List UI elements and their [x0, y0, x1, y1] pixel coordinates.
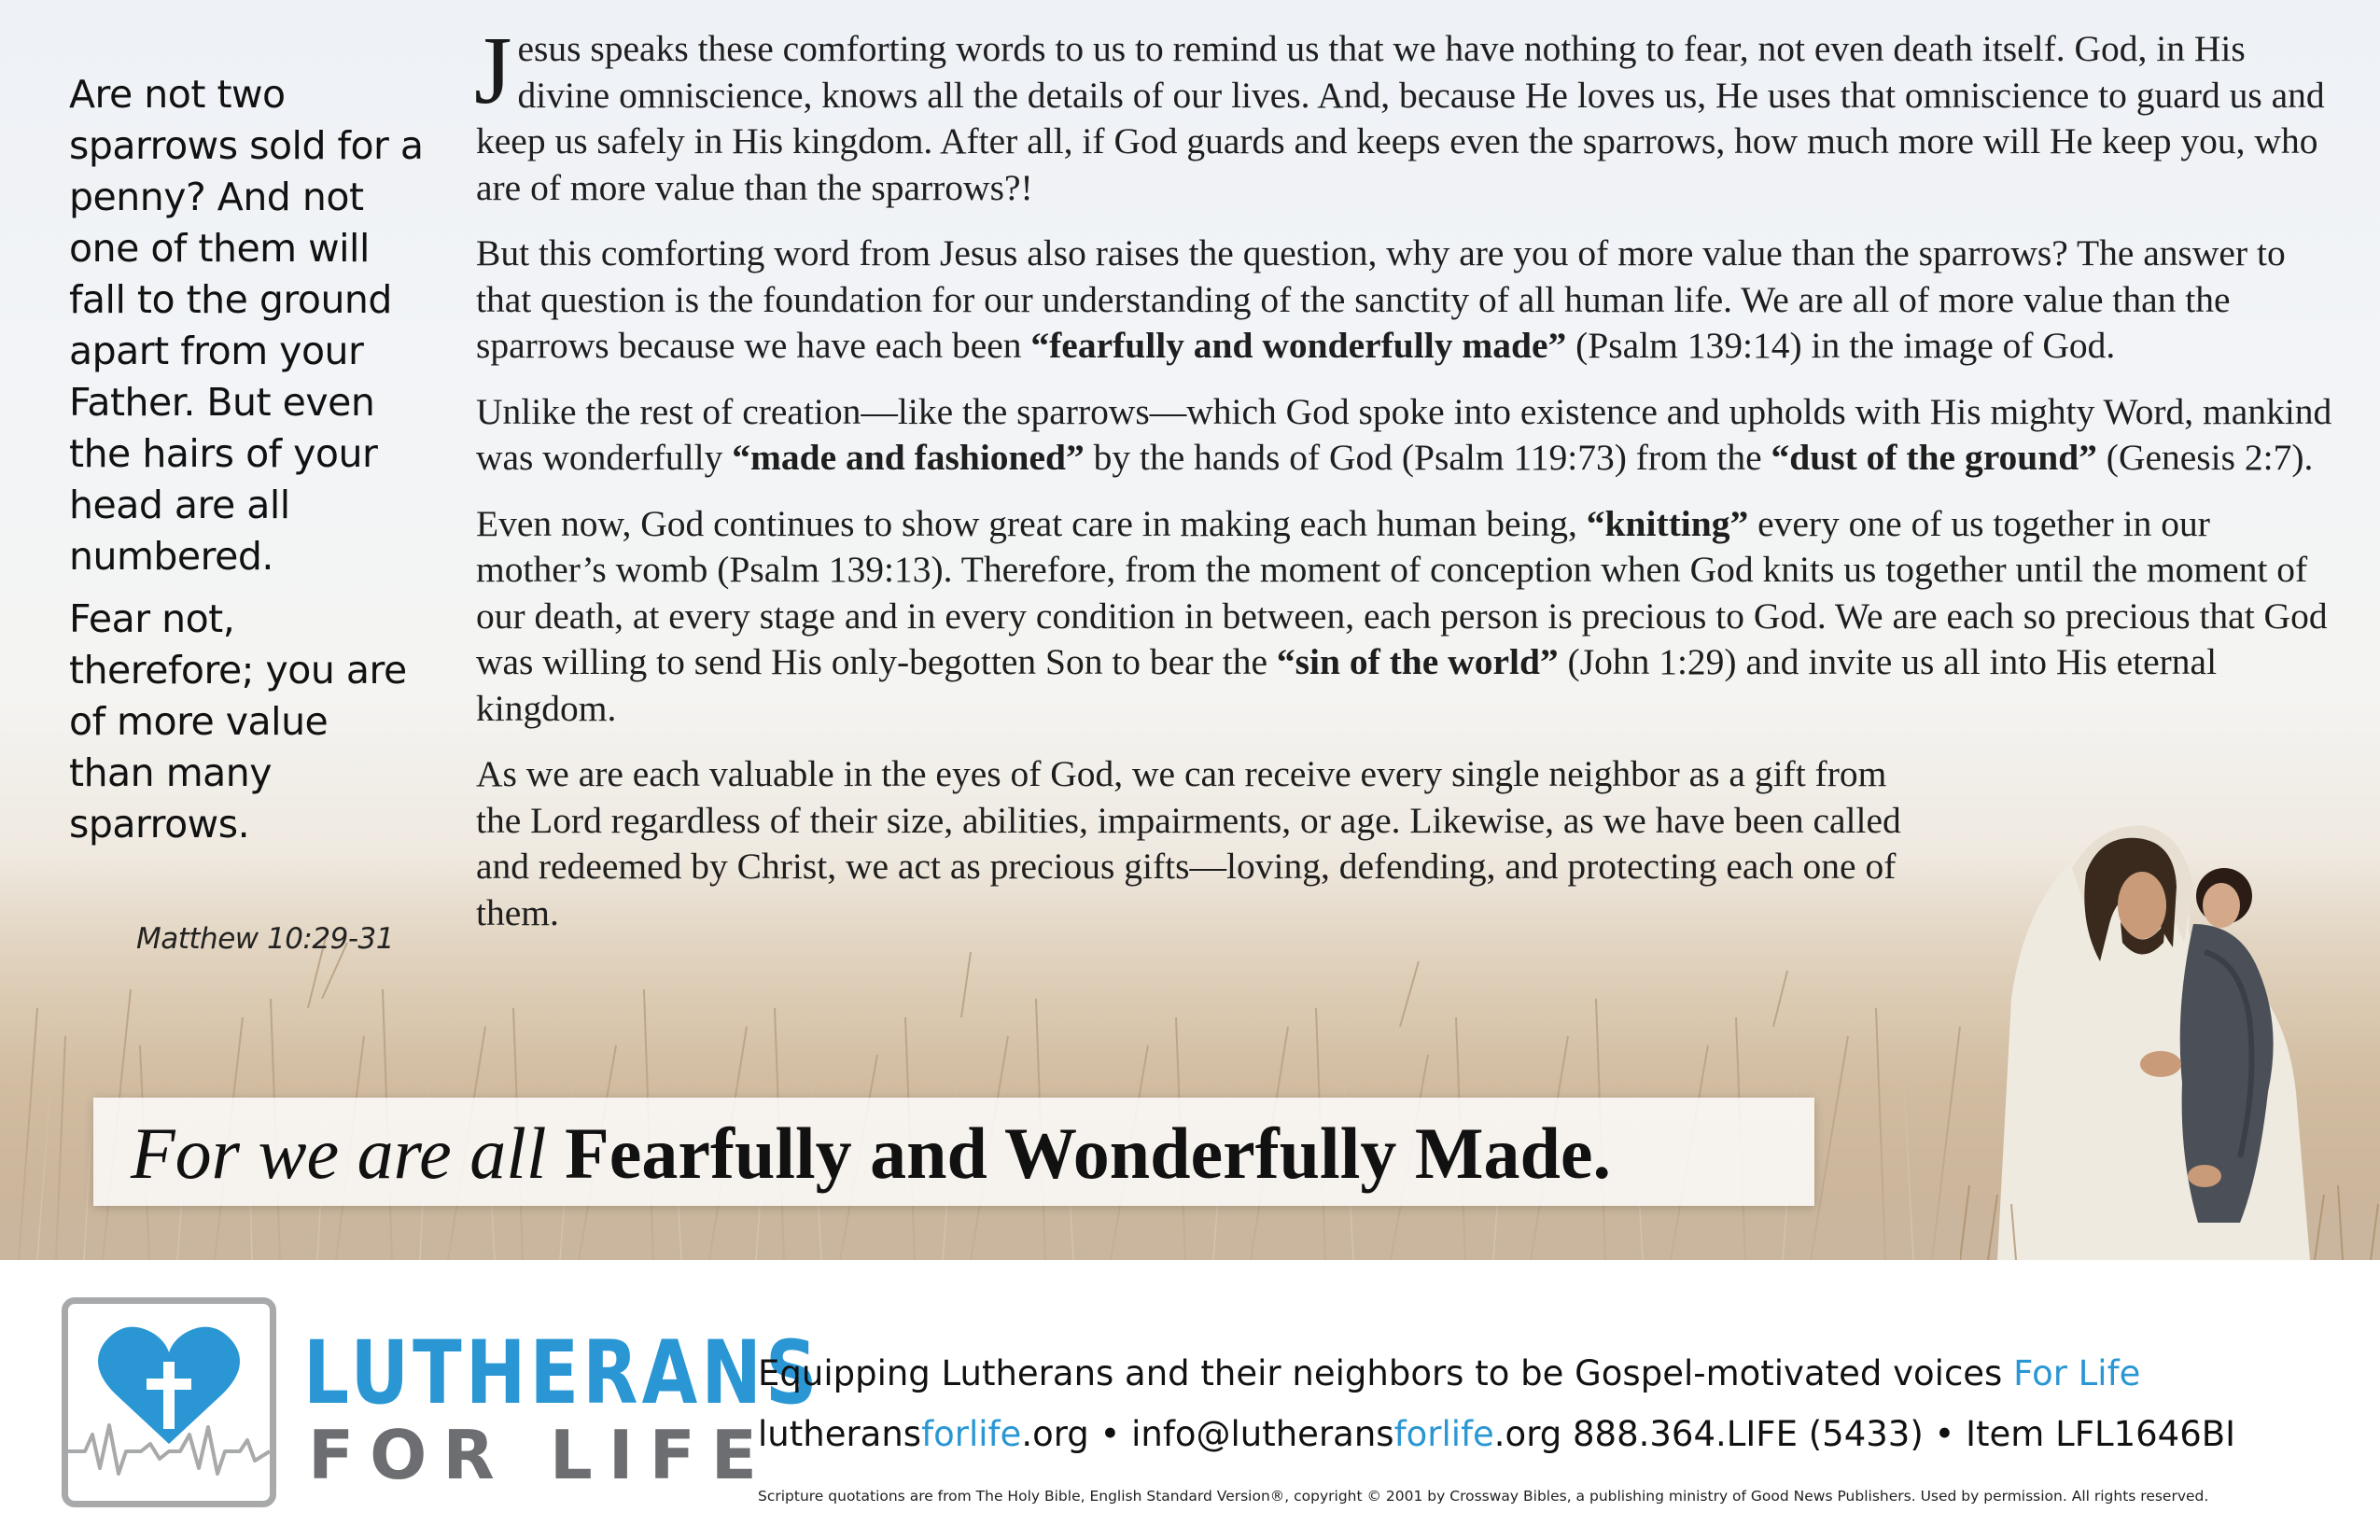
article-paragraph-4 — [476, 501, 2338, 733]
email-link-part2[interactable]: forlife — [1393, 1414, 1494, 1454]
phone-and-item: .org 888.364.LIFE (5433) • Item LFL1646BI — [1493, 1414, 2236, 1454]
paragraph-4-text-e: (John 1:29) and invite us all into His eternal kingdom. — [476, 641, 2218, 729]
drop-cap: J — [474, 17, 512, 124]
scripture-paragraph-1: Are not two sparrows sold for a penny? And not one of them will fall to the ground apart from your Father. But even the hairs of your head are all numbered. — [69, 72, 424, 579]
paragraph-4-text-a: Even now, God continues to show great care in making each human being, — [476, 502, 1587, 544]
email-link-part1[interactable]: .org • info@lutherans — [1021, 1414, 1394, 1454]
footer — [0, 1260, 2380, 1540]
jesus-holding-child-photo — [1960, 784, 2380, 1260]
logo-wordmark-lutherans: LUTHERANS — [303, 1323, 821, 1424]
contact-line — [758, 1414, 2235, 1455]
article-paragraph-3 — [476, 389, 2338, 482]
jesus-child-illustration — [1960, 784, 2380, 1260]
quote-dust-of-ground: “dust of the ground” — [1771, 437, 2097, 478]
quote-sin-of-world: “sin of the world” — [1276, 641, 1559, 682]
website-link-part1[interactable]: lutherans — [758, 1414, 922, 1454]
scripture-quote — [69, 69, 424, 850]
headline-text — [131, 1114, 1611, 1193]
quote-knitting: “knitting” — [1586, 502, 1749, 544]
headline-banner — [93, 1098, 1814, 1206]
paragraph-3-text-c: by the hands of God (Psalm 119:73) from the — [1084, 437, 1771, 478]
scripture-reference: Matthew 10:29-31 — [136, 922, 394, 956]
heart-cross-icon — [68, 1304, 270, 1501]
tagline-text: Equipping Lutherans and their neighbors to be Gospel-motivated voices — [758, 1353, 2014, 1393]
tagline-for-life: For Life — [2013, 1353, 2141, 1393]
headline-italic: For we are all — [131, 1113, 566, 1194]
paragraph-3-text-e: (Genesis 2:7). — [2096, 437, 2314, 478]
logo-wordmark-for-life: FOR LIFE — [308, 1416, 773, 1494]
article-paragraph-1 — [474, 17, 2338, 211]
quote-fearfully-made: “fearfully and wonderfully made” — [1030, 325, 1567, 366]
copyright-notice: Scripture quotations are from The Holy Bible, English Standard Version®, copyright © 2001 by Crossway Bibles, a publishing ministry of Good News Publishers. Used by permission. All rights reserved. — [758, 1488, 2209, 1505]
article-paragraph-2 — [476, 231, 2338, 370]
paragraph-2-text-a: But this comforting word from Jesus also raises the question, why are you of more value than the sparrows? The answer to that question is the foundation for our understanding of the sanctity of all human life. We are all of more value than the sparrows because we have each been — [476, 232, 2286, 366]
paragraph-3-text-a: Unlike the rest of creation—like the sparrows—which God spoke into existence and upholds with His mighty Word, mankind was wonderfully — [476, 390, 2332, 478]
headline-bold: Fearfully and Wonderfully Made. — [565, 1113, 1612, 1194]
tagline — [758, 1353, 2140, 1394]
logo-mark — [62, 1297, 276, 1507]
article-paragraph-5: As we are each valuable in the eyes of God, we can receive every single neighbor as a gift from the Lord regardless of their size, abilities, impairments, or age. Likewise, as we have been called and redeemed by Christ, we act as precious gifts—loving, defending, and protecting each one of them. — [476, 753, 1901, 933]
paragraph-2-text-c: (Psalm 139:14) in the image of God. — [1566, 325, 2116, 366]
quote-made-fashioned: “made and fashioned” — [732, 437, 1085, 478]
scripture-paragraph-2: Fear not, therefore; you are of more value than many sparrows. — [69, 596, 407, 847]
paragraph-1-text: esus speaks these comforting words to us to remind us that we have nothing to fear, not even death itself. God, in His divine omniscience, knows all the details of our lives. And, because He loves us, He uses that omniscience to guard us and keep us safely in His kingdom. After all, if God guards and keeps even the sparrows, how much more will He keep you, who are of more value than the sparrows?! — [476, 28, 2325, 208]
paragraph-4-text-c: every one of us together in our mother’s womb (Psalm 139:13). Therefore, from the moment of conception when God knits us together until the moment of our death, at every stage and in every condition in between, each person is precious to God. We are each so precious that God was willing to send His only-begotten Son to bear the — [476, 502, 2328, 682]
website-link-part2[interactable]: forlife — [921, 1414, 1022, 1454]
